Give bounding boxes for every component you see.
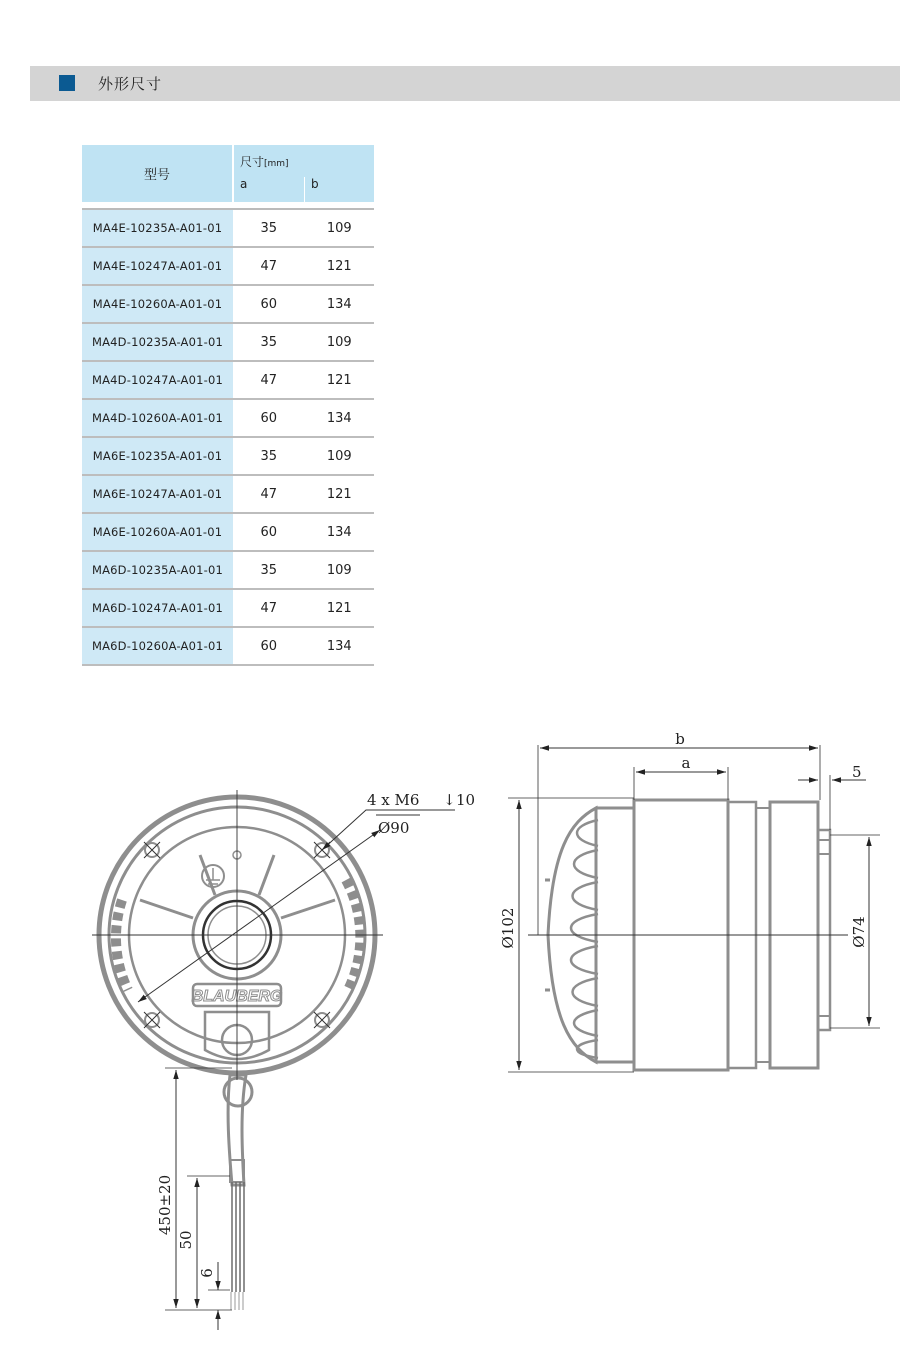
model-cell: MA4D-10260A-A01-01 bbox=[82, 399, 233, 437]
header-size-label: 尺寸 bbox=[240, 154, 265, 169]
mount-boss bbox=[818, 830, 830, 1030]
a-cell: 47 bbox=[233, 247, 305, 285]
front-view bbox=[92, 790, 475, 1330]
header-unit: [mm] bbox=[264, 158, 289, 169]
b-cell: 109 bbox=[305, 551, 375, 589]
flange-label: Ø74 bbox=[850, 916, 868, 948]
a-cell: 60 bbox=[233, 513, 305, 551]
model-cell: MA4E-10247A-A01-01 bbox=[82, 247, 233, 285]
a-cell: 60 bbox=[233, 399, 305, 437]
bolt-depth: 10 bbox=[456, 791, 476, 809]
bolt-label: 4 x M6 bbox=[367, 791, 420, 809]
model-cell: MA6E-10235A-A01-01 bbox=[82, 437, 233, 475]
model-cell: MA6D-10235A-A01-01 bbox=[82, 551, 233, 589]
b-cell: 134 bbox=[305, 513, 375, 551]
model-cell: MA4D-10247A-A01-01 bbox=[82, 361, 233, 399]
header-col-b: b bbox=[311, 177, 319, 191]
b-cell: 134 bbox=[305, 399, 375, 437]
section-title: 外形尺寸 bbox=[98, 75, 163, 93]
b-cell: 134 bbox=[305, 627, 375, 665]
header-col-a: a bbox=[233, 177, 305, 202]
model-cell: MA4D-10235A-A01-01 bbox=[82, 323, 233, 361]
b-cell: 109 bbox=[305, 323, 375, 361]
brand-logo: BLAUBERG bbox=[191, 988, 283, 1005]
a-label: a bbox=[681, 754, 691, 772]
dia-label: Ø102 bbox=[499, 907, 517, 949]
depth-arrow-icon: ↓ bbox=[443, 791, 456, 809]
a-cell: 60 bbox=[233, 627, 305, 665]
cable-wires bbox=[232, 1182, 244, 1292]
left-slots bbox=[116, 900, 128, 990]
model-cell: MA6E-10247A-A01-01 bbox=[82, 475, 233, 513]
header-model: 型号 bbox=[82, 145, 233, 202]
impeller-blades bbox=[571, 820, 598, 1058]
a-cell: 35 bbox=[233, 323, 305, 361]
model-cell: MA6D-10247A-A01-01 bbox=[82, 589, 233, 627]
tip-length-label: 6 bbox=[198, 1268, 216, 1278]
a-cell: 47 bbox=[233, 589, 305, 627]
b-label: b bbox=[675, 730, 685, 748]
b-cell: 121 bbox=[305, 475, 375, 513]
strip-length-label: 50 bbox=[177, 1230, 195, 1250]
a-cell: 47 bbox=[233, 361, 305, 399]
model-cell: MA4E-10260A-A01-01 bbox=[82, 285, 233, 323]
model-cell: MA4E-10235A-A01-01 bbox=[82, 209, 233, 247]
b-cell: 109 bbox=[305, 437, 375, 475]
b-cell: 121 bbox=[305, 247, 375, 285]
shaft-label: 5 bbox=[852, 763, 862, 781]
spokes bbox=[140, 855, 335, 918]
b-cell: 134 bbox=[305, 285, 375, 323]
a-cell: 60 bbox=[233, 285, 305, 323]
model-cell: MA6D-10260A-A01-01 bbox=[82, 627, 233, 665]
b-cell: 109 bbox=[305, 209, 375, 247]
a-cell: 35 bbox=[233, 551, 305, 589]
b-cell: 121 bbox=[305, 361, 375, 399]
pcd-label: Ø90 bbox=[378, 819, 410, 837]
a-cell: 35 bbox=[233, 209, 305, 247]
a-cell: 35 bbox=[233, 437, 305, 475]
cable-length-label: 450±20 bbox=[156, 1174, 174, 1236]
wire-tips bbox=[231, 1292, 243, 1310]
a-cell: 47 bbox=[233, 475, 305, 513]
mount-stud-top bbox=[818, 840, 830, 854]
b-cell: 121 bbox=[305, 589, 375, 627]
mount-stud-bottom bbox=[818, 1016, 830, 1030]
front-centerlines bbox=[92, 790, 383, 1080]
model-cell: MA6E-10260A-A01-01 bbox=[82, 513, 233, 551]
side-view bbox=[499, 730, 880, 1072]
